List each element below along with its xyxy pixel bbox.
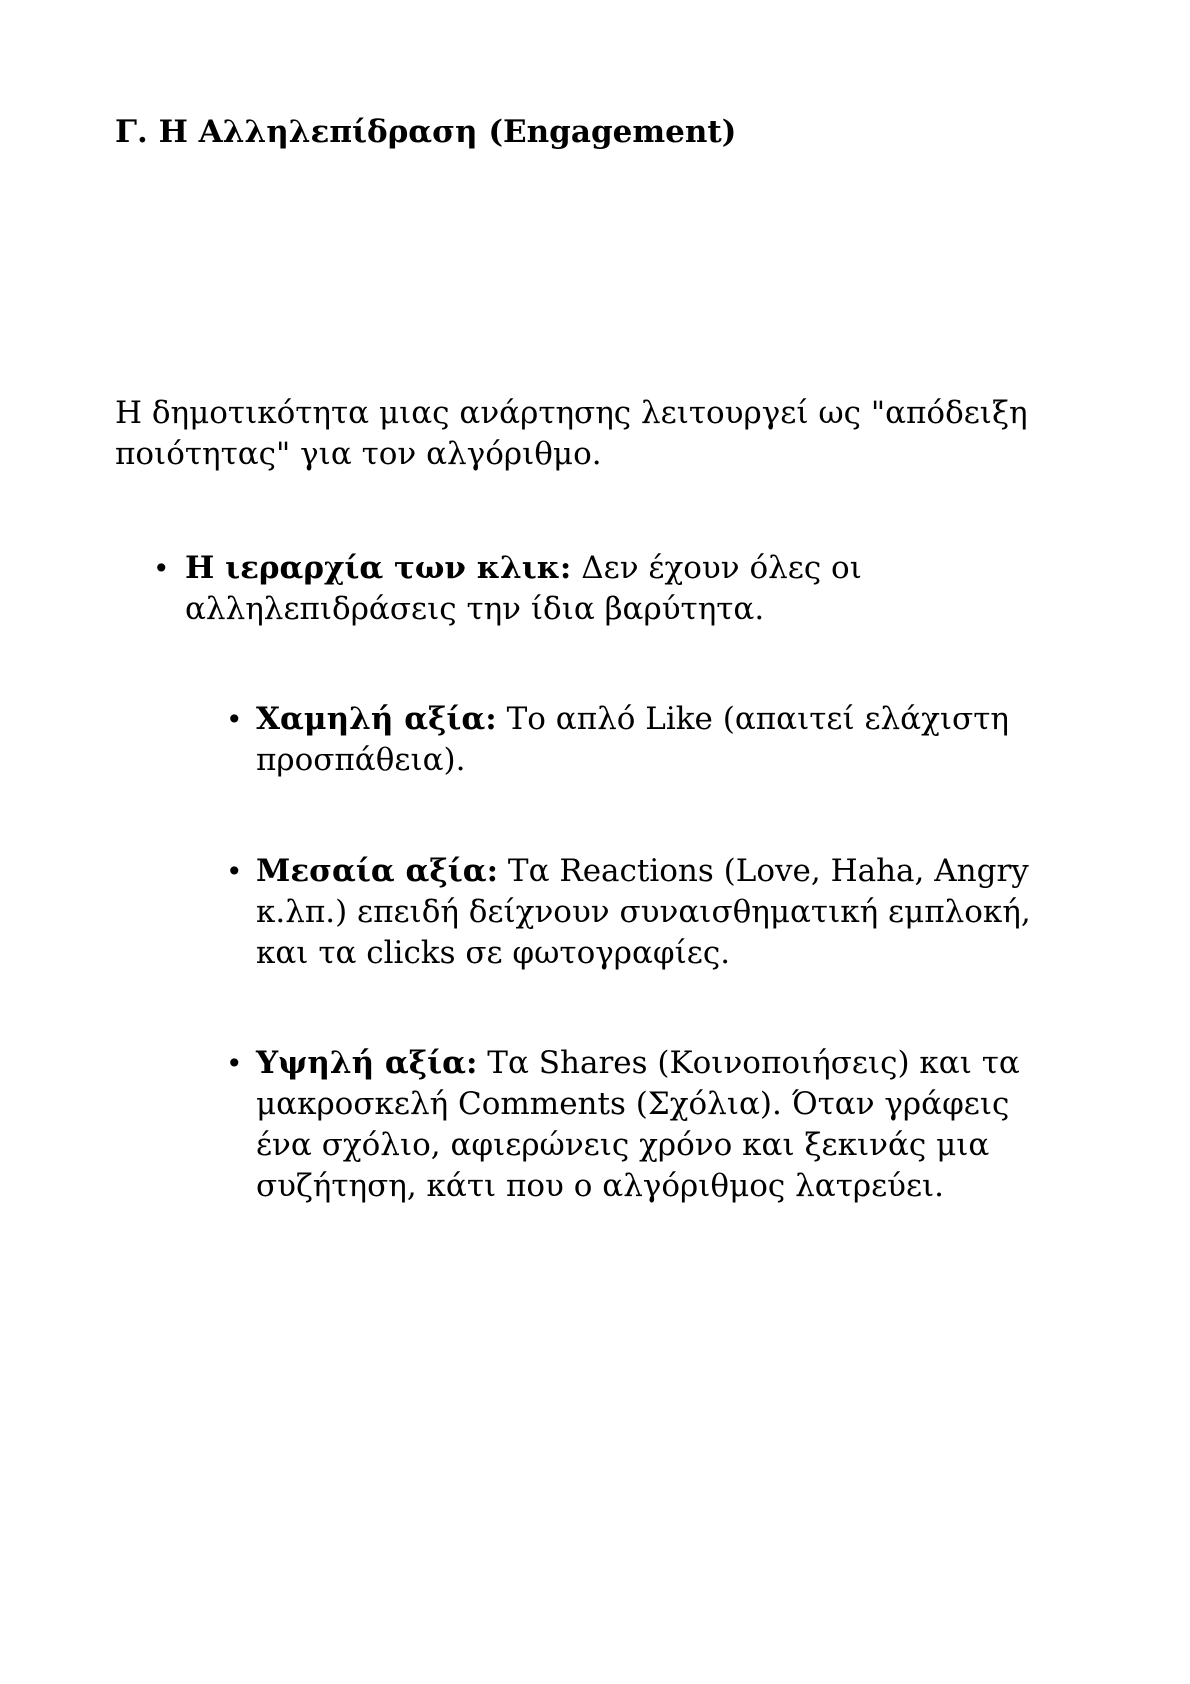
list-item-medium-value	[226, 851, 1046, 974]
list-item-term: Η ιεραρχία των κλικ:	[185, 550, 572, 586]
intro-paragraph: Η δημοτικότητα μιας ανάρτησης λειτουργεί ως "απόδειξη ποιότητας" για τον αλγόριθμο.	[115, 395, 1028, 472]
bullet-icon: •	[153, 552, 170, 585]
bullet-icon: •	[226, 855, 243, 888]
list-item-text: Τα Shares (Κοινοποιήσεις) και τα μακροσκελή Comments (Σχόλια). Όταν γράφεις ένα σχόλιο, αφιερώνεις χρόνο και ξεκινάς μια συζήτηση, κάτι που ο αλγόριθμος λατρεύει.	[256, 1045, 1020, 1204]
list-item-high-value	[226, 1043, 1046, 1207]
list-item-text: Δεν έχουν όλες οι αλληλεπιδράσεις την ίδια βαρύτητα.	[185, 550, 862, 627]
section-heading: Γ. Η Αλληλεπίδραση (Engagement)	[115, 114, 737, 150]
list-item-term: Χαμηλή αξία:	[256, 701, 497, 737]
list-item-term: Μεσαία αξία:	[256, 853, 499, 889]
bullet-icon: •	[226, 703, 243, 736]
list-item-term: Υψηλή αξία:	[256, 1045, 478, 1081]
list-item-low-value	[226, 699, 1046, 781]
list-item-text: Το απλό Like (απαιτεί ελάχιστη προσπάθεια).	[256, 701, 1009, 778]
bullet-icon: •	[226, 1047, 243, 1080]
list-item-text: Τα Reactions (Love, Haha, Angry κ.λπ.) επειδή δείχνουν συναισθηματική εμπλοκή, και τα clicks σε φωτογραφίες.	[256, 853, 1031, 971]
list-item-click-hierarchy	[153, 548, 885, 630]
